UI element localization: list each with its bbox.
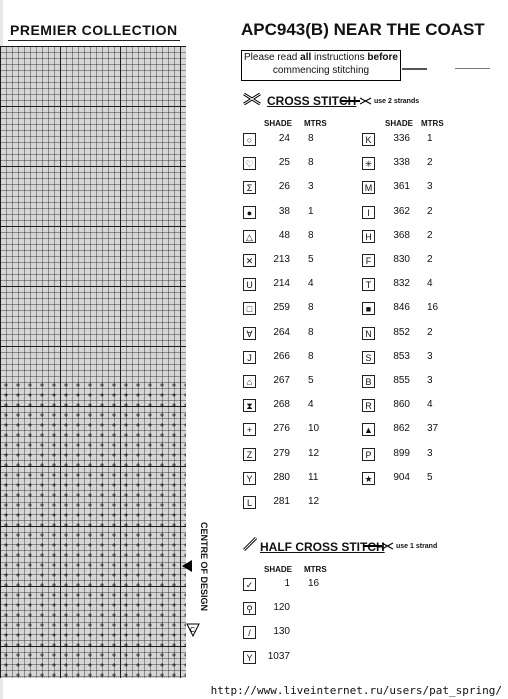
shade-number: 1037 <box>267 650 290 662</box>
stitch-symbol-icon: N <box>362 327 375 340</box>
stitch-symbol-icon: ★ <box>362 472 375 485</box>
half-col-shade: SHADE <box>264 565 293 574</box>
corner-mark <box>185 622 201 638</box>
stitch-symbol-icon: Y <box>243 651 256 664</box>
brand-title: PREMIER COLLECTION <box>10 22 178 38</box>
shade-number: 899 <box>393 447 410 459</box>
stitch-symbol-icon: T <box>362 278 375 291</box>
half-cross-icon <box>241 536 259 552</box>
metres-value: 12 <box>308 496 320 507</box>
shade-number: 130 <box>273 626 290 638</box>
stitch-symbol-icon: □ <box>243 302 256 315</box>
shade-number: 361 <box>393 181 410 193</box>
stitch-symbol-icon: J <box>243 351 256 364</box>
shade-number: 266 <box>273 350 290 362</box>
shade-number: 853 <box>393 350 410 362</box>
shade-number: 213 <box>273 254 290 265</box>
instructions-notice <box>241 50 401 81</box>
stitch-symbol-icon: K <box>362 133 375 146</box>
metres-value: 4 <box>308 399 314 411</box>
cross-col-mtrs-right: MTRS <box>421 119 444 128</box>
shade-number: 276 <box>273 423 290 435</box>
half-cross-heading: HALF CROSS STITCH <box>260 540 385 554</box>
metres-value: 37 <box>427 423 439 435</box>
stitch-symbol-icon: F <box>362 254 375 267</box>
cross-col-shade-left: SHADE <box>264 119 293 128</box>
stitch-symbol-icon: ■ <box>362 302 375 315</box>
half-cross-strands: use 1 strand <box>396 543 438 550</box>
stitch-symbol-icon: △ <box>243 230 256 243</box>
brand-underline <box>8 40 180 41</box>
metres-value: 4 <box>427 278 433 290</box>
page-title: APC943(B) NEAR THE COAST <box>241 20 485 39</box>
shade-number: 904 <box>393 471 410 483</box>
half-col-mtrs: MTRS <box>304 565 327 574</box>
shade-number: 26 <box>278 181 290 193</box>
cross-col-mtrs-left: MTRS <box>304 119 327 128</box>
shade-number: 38 <box>278 205 290 217</box>
metres-value: 3 <box>308 181 314 193</box>
stitch-symbol-icon: P <box>362 448 375 461</box>
metres-value: 12 <box>308 447 320 459</box>
centre-arrow-icon <box>182 560 192 572</box>
shade-number: 48 <box>278 229 290 241</box>
shade-number: 832 <box>393 278 410 290</box>
corner-mark-text: C <box>190 627 196 634</box>
cross-col-shade-right: SHADE <box>385 119 414 128</box>
shade-number: 268 <box>273 399 290 411</box>
shade-number: 862 <box>393 423 410 435</box>
metres-value: 11 <box>308 471 319 483</box>
shade-number: 830 <box>393 254 410 265</box>
shade-number: 338 <box>393 157 410 169</box>
stitch-symbol-icon: ✳ <box>362 157 375 170</box>
stitch-symbol-icon: ✓ <box>243 578 256 591</box>
notice-text-b: all <box>300 52 312 63</box>
metres-value: 3 <box>427 447 433 459</box>
metres-value: 2 <box>427 326 433 338</box>
shade-number: 264 <box>273 326 290 338</box>
notice-dash <box>402 68 427 70</box>
metres-value: 8 <box>308 302 314 314</box>
shade-number: 860 <box>393 399 410 411</box>
metres-value: 2 <box>427 229 433 241</box>
metres-value: 4 <box>308 278 314 290</box>
metres-value: 2 <box>427 205 433 217</box>
metres-value: 5 <box>427 471 433 483</box>
needle-thread-icon-2 <box>362 540 394 552</box>
metres-value: 5 <box>308 375 314 386</box>
stitch-symbol-icon: B <box>362 375 375 388</box>
stitch-symbol-icon: H <box>362 230 375 243</box>
stitch-symbol-icon: ⧗ <box>243 399 256 412</box>
notice-text-d: before <box>367 52 398 63</box>
metres-value: 1 <box>427 133 433 144</box>
metres-value: 4 <box>427 399 433 411</box>
metres-value: 8 <box>308 133 314 144</box>
metres-value: 3 <box>427 375 433 386</box>
stitch-symbol-icon: ♡ <box>243 157 256 170</box>
metres-value: 2 <box>427 254 433 265</box>
stitch-symbol-icon: + <box>243 423 256 436</box>
cross-stitch-strands: use 2 strands <box>374 98 420 105</box>
metres-value: 8 <box>308 157 314 169</box>
stitch-symbol-icon: / <box>243 626 256 639</box>
source-url: http://www.liveinternet.ru/users/pat_spring/ <box>210 684 502 697</box>
shade-number: 259 <box>273 302 290 314</box>
shade-number: 368 <box>393 229 410 241</box>
stitch-grid-symbols <box>0 380 186 680</box>
metres-value: 3 <box>427 181 433 193</box>
metres-value: 16 <box>427 302 439 314</box>
shade-number: 120 <box>273 602 290 614</box>
notice-dash-2 <box>455 68 490 69</box>
stitch-symbol-icon: ∀ <box>243 327 256 340</box>
cross-stitch-icon <box>241 91 263 107</box>
stitch-symbol-icon: ▲ <box>362 423 375 436</box>
needle-thread-icon <box>340 95 372 107</box>
stitch-symbol-icon: Y <box>243 472 256 485</box>
shade-number: 280 <box>273 471 290 483</box>
stitch-symbol-icon: ○ <box>243 133 256 146</box>
shade-number: 852 <box>393 326 410 338</box>
shade-number: 846 <box>393 302 410 314</box>
stitch-symbol-icon: R <box>362 399 375 412</box>
shade-number: 281 <box>273 496 290 507</box>
shade-number: 855 <box>393 375 410 386</box>
stitch-symbol-icon: U <box>243 278 256 291</box>
stitch-symbol-icon: S <box>362 351 375 364</box>
stitch-symbol-icon: ⚲ <box>243 602 256 615</box>
notice-text-c: instructions <box>311 52 368 63</box>
chart-preview <box>0 0 196 699</box>
notice-text-a: Please read <box>244 52 301 63</box>
metres-value: 16 <box>308 578 320 589</box>
stitch-symbol-icon: ● <box>243 206 256 219</box>
shade-number: 279 <box>273 447 290 459</box>
metres-value: 8 <box>308 326 314 338</box>
shade-number: 267 <box>273 375 290 386</box>
stitch-symbol-icon: Σ <box>243 181 256 194</box>
notice-line-2: commencing stitching <box>272 65 370 76</box>
shade-number: 25 <box>278 157 290 169</box>
shade-number: 1 <box>284 578 290 589</box>
metres-value: 10 <box>308 423 320 435</box>
stitch-symbol-icon: Z <box>243 448 256 461</box>
stitch-symbol-icon: L <box>243 496 256 509</box>
centre-of-design-label: CENTRE OF DESIGN <box>199 522 209 612</box>
shade-number: 24 <box>278 133 290 144</box>
metres-value: 3 <box>427 350 433 362</box>
stitch-symbol-icon: M <box>362 181 375 194</box>
metres-value: 1 <box>308 205 314 217</box>
metres-value: 2 <box>427 157 433 169</box>
stitch-symbol-icon: ✕ <box>243 254 256 267</box>
notice-line-1 <box>242 51 400 64</box>
shade-number: 362 <box>393 205 410 217</box>
metres-value: 8 <box>308 350 314 362</box>
cross-stitch-heading: CROSS STITCH <box>267 94 357 108</box>
stitch-symbol-icon: I <box>362 206 375 219</box>
shade-number: 336 <box>393 133 410 144</box>
metres-value: 8 <box>308 229 314 241</box>
shade-number: 214 <box>273 278 290 290</box>
stitch-symbol-icon: ⌂ <box>243 375 256 388</box>
corner-triangle-icon <box>185 622 201 638</box>
metres-value: 5 <box>308 254 314 265</box>
